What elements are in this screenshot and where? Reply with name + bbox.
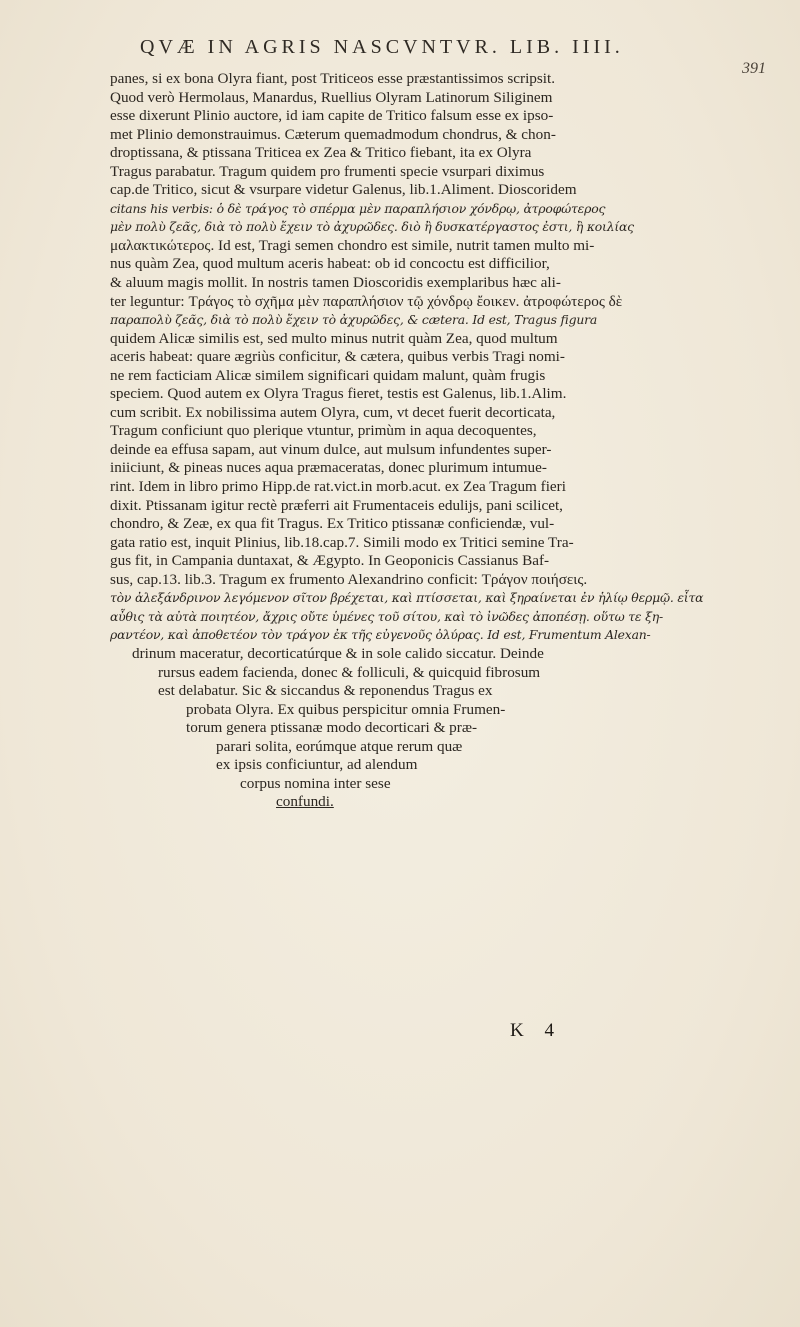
text-line: iniiciunt, & pineas nuces aqua præmaceratas, donec plurimum intumue-: [110, 459, 547, 477]
signature-mark: K 4: [510, 1020, 562, 1041]
text-line: confundi.: [276, 793, 334, 811]
text-line: citans his verbis: ὁ δὲ τράγος τὸ σπέρμα μὲν παραπλήσιον χόνδρῳ, ἀτροφώτερος: [110, 200, 606, 216]
text-line: met Plinio demonstrauimus. Cæterum quemadmodum chondrus, & chon-: [110, 125, 556, 143]
text-line: drinum maceratur, decorticatúrque & in sole calido siccatur. Deinde: [132, 644, 544, 662]
text-line: μαλακτικώτερος. Id est, Tragi semen chondro est simile, nutrit tamen multo mi-: [110, 236, 595, 254]
text-line: μὲν πολὺ ζεᾶς, διὰ τὸ πολὺ ἔχειν τὸ ἀχυρῶδες. διὸ ἢ δυσκατέργαστος ἐστι, ἢ κοιλίας: [110, 219, 634, 235]
text-line: deinde ea effusa sapam, aut vinum dulce, aut mulsum infundentes super-: [110, 440, 552, 458]
text-line: rint. Idem in libro primo Hipp.de rat.vict.in morb.acut. ex Zea Tragum fieri: [110, 478, 566, 496]
text-line: cum scribit. Ex nobilissima autem Olyra, cum, vt decet fuerit decorticata,: [110, 403, 556, 421]
text-line: aceris habeat: quare ægriùs conficitur, & cætera, quibus verbis Tragi nomi-: [110, 348, 565, 366]
text-line: probata Olyra. Ex quibus perspicitur omnia Frumen-: [186, 700, 506, 718]
text-line: παραπολὺ ζεᾶς, διὰ τὸ πολὺ ἔχειν τὸ ἀχυρῶδες, & cætera. Id est, Tragus figura: [110, 312, 598, 328]
text-line: Tragum conficiunt quo plerique vtuntur, primùm in aqua decoquentes,: [110, 422, 537, 440]
text-line: nus quàm Zea, quod multum aceris habeat: ob id concoctu est difficilior,: [110, 255, 550, 273]
text-line: cap.de Tritico, sicut & vsurpare videtur Galenus, lib.1.Aliment. Dioscoridem: [110, 181, 577, 199]
text-line: esse dixerunt Plinio auctore, id iam capite de Tritico falsum esse ex ipso-: [110, 107, 554, 125]
text-line: sus, cap.13. lib.3. Tragum ex frumento Alexandrino conficit: Τράγον ποιήσεις.: [110, 570, 588, 588]
text-line: speciem. Quod autem ex Olyra Tragus fieret, testis est Galenus, lib.1.Alim.: [110, 385, 567, 403]
text-line: dixit. Ptissanam igitur rectè præferri ait Frumentaceis edulijs, pani scilicet,: [110, 496, 563, 514]
text-line: αὖθις τὰ αὐτὰ ποιητέον, ἄχρις οὔτε ὑμένες τοῦ σίτου, καὶ τὸ ἰνῶδες ἀποπέσῃ. οὕτω τε ξη-: [110, 608, 663, 624]
text-line: & aluum magis mollit. In nostris tamen Dioscoridis exemplaribus hæc ali-: [110, 274, 561, 292]
text-line: ne rem facticiam Alicæ similem significari quidam malunt, quàm frugis: [110, 366, 546, 384]
text-line: panes, si ex bona Olyra fiant, post Triticeos esse præstantissimos scripsit.: [110, 70, 556, 87]
page-number: 391: [742, 60, 766, 77]
text-line: parari solita, eorúmque atque rerum quæ: [216, 737, 463, 755]
text-line: Quod verò Hermolaus, Manardus, Ruellius Olyram Latinorum Siliginem: [110, 88, 553, 106]
text-line: chondro, & Zeæ, ex qua fit Tragus. Ex Tritico ptissanæ conficiendæ, vul-: [110, 515, 555, 533]
text-line: corpus nomina inter sese: [240, 774, 391, 792]
text-line: est delabatur. Sic & siccandus & reponendus Tragus ex: [158, 682, 493, 700]
text-line: quidem Alicæ similis est, sed multo minus nutrit quàm Zea, quod multum: [110, 329, 558, 347]
text-line: gus fit, in Campania duntaxat, & Ægypto. In Geoponicis Cassianus Baf-: [110, 552, 550, 570]
running-title: QVÆ IN AGRIS NASCVNTVR. LIB. IIII.: [140, 36, 624, 58]
text-line: ter leguntur: Τράγος τὸ σχῆμα μὲν παραπλήσιον τῷ χόνδρῳ ἔοικεν. ἀτροφώτερος δὲ: [110, 292, 623, 310]
text-line: rursus eadem facienda, donec & folliculi, & quicquid fibrosum: [158, 663, 541, 681]
main-text-block: [110, 70, 720, 812]
text-line: ex ipsis conficiuntur, ad alendum: [216, 756, 418, 774]
text-line: τὸν ἀλεξάνδρινον λεγόμενον σῖτον βρέχεται, καὶ πτίσσεται, καὶ ξηραίνεται ἐν ἡλίῳ θερμῷ. εἶτα: [110, 590, 704, 606]
text-line: ραντέον, καὶ ἀποθετέον τὸν τράγον ἐκ τῆς εὐγενοῦς ὀλύρας. Id est, Frumentum Alexan-: [110, 627, 651, 643]
text-line: gata ratio est, inquit Plinius, lib.18.cap.7. Simili modo ex Tritici semine Tra-: [110, 533, 574, 551]
text-line: droptissana, & ptissana Triticea ex Zea & Tritico fiebant, ita ex Olyra: [110, 144, 532, 162]
text-line: Tragus parabatur. Tragum quidem pro frumenti specie vsurpari diximus: [110, 162, 545, 180]
text-line: torum genera ptissanæ modo decorticari & præ-: [186, 719, 478, 737]
